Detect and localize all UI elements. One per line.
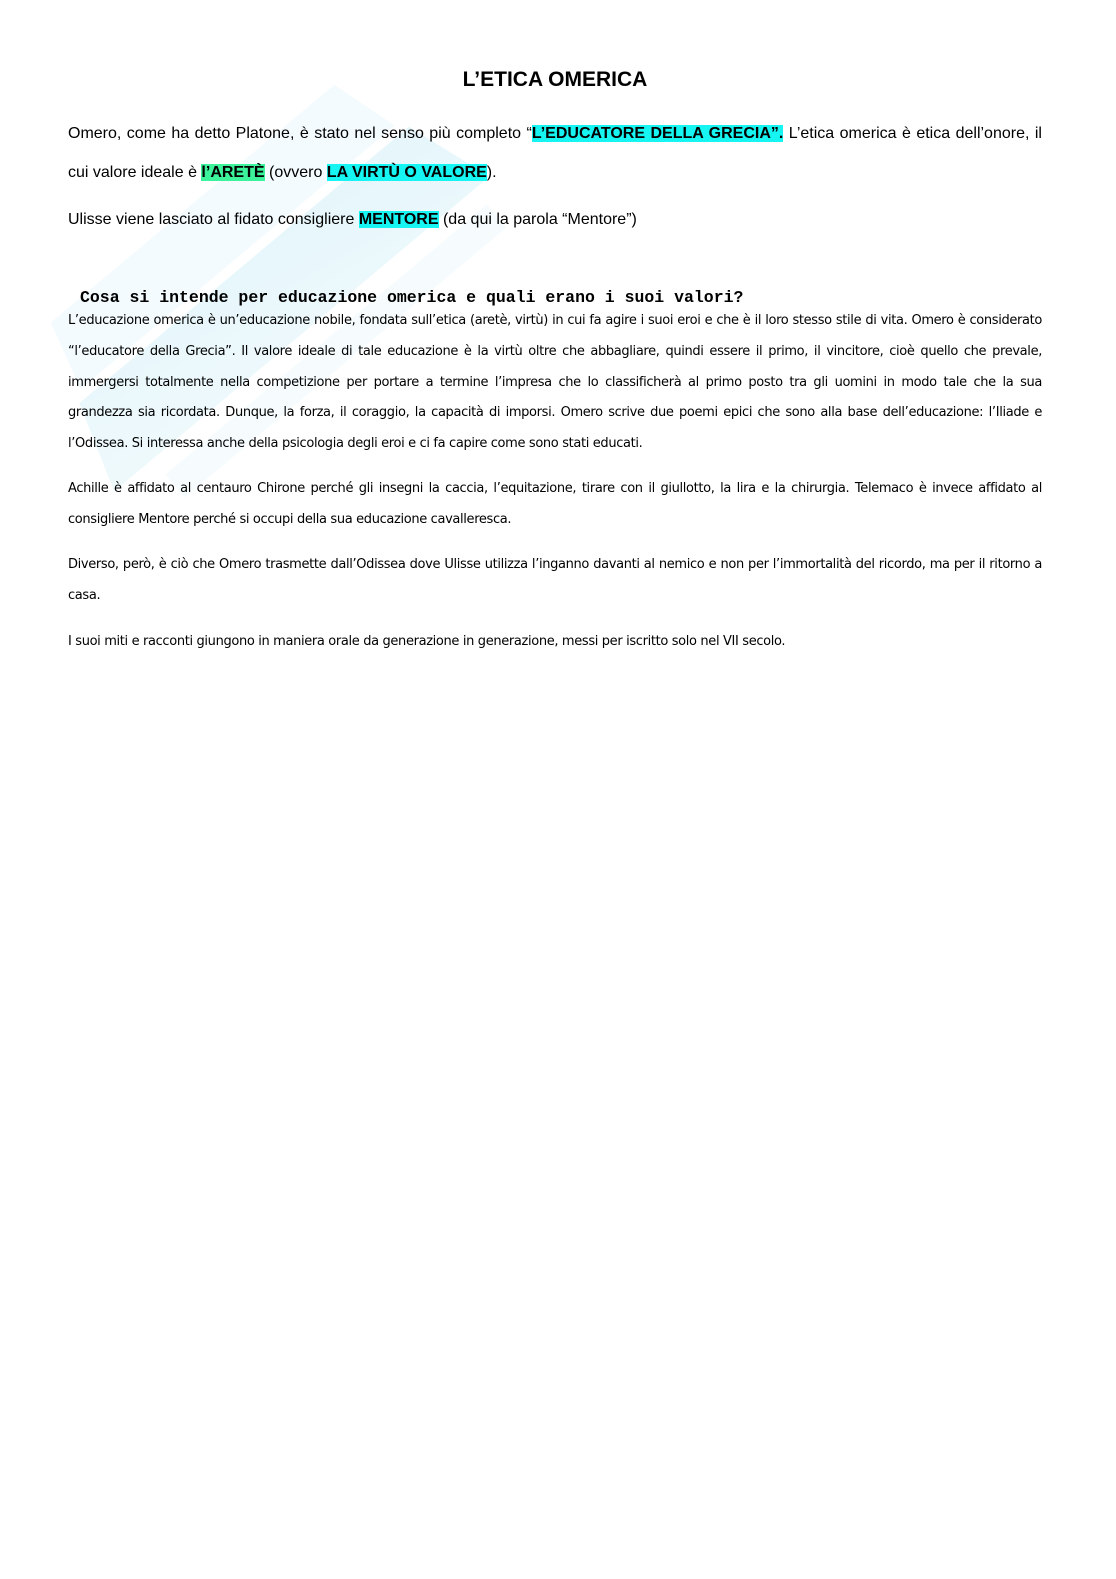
ulisse-paragraph [68, 208, 1042, 232]
intro-text-4: ). [486, 164, 497, 181]
ulisse-text-2: (da qui la parola “Mentore”) [438, 211, 637, 228]
document-title: L’ETICA OMERICA [462, 68, 648, 91]
body-paragraph-3: Diverso, però, è ciò che Omero trasmette dall’Odissea dove Ulisse utilizza l’inganno davanti al nemico e non per l’immortalità del ricordo, ma per il ritorno a casa. [68, 557, 1042, 603]
highlight-virtu: LA VIRTÙ O VALORE [326, 164, 487, 181]
highlight-mentore: MENTORE [358, 211, 439, 228]
intro-paragraph [68, 114, 1042, 192]
body-paragraph-4: I suoi miti e racconti giungono in maniera orale da generazione in generazione, messi per iscritto solo nel VII secolo. [68, 634, 786, 649]
intro-text-2: L’etica omerica è etica dell’onore, il cui valore ideale è [68, 125, 1042, 181]
body-paragraph-2: Achille è affidato al centauro Chirone perché gli insegni la caccia, l’equitazione, tirare con il giullotto, la lira e la chirurgia. Telemaco è invece affidato al consigliere Mentore perché si occupi della sua educazione cavalleresca. [68, 481, 1042, 527]
highlight-educatore: L’EDUCATORE DELLA GRECIA”. [531, 125, 784, 142]
section-question-heading: Cosa si intende per educazione omerica e quali erano i suoi valori? [80, 288, 744, 307]
intro-text-3: (ovvero [264, 164, 327, 181]
intro-text-1: Omero, come ha detto Platone, è stato nel senso più completo “ [68, 125, 532, 142]
highlight-arete: l’ARETÈ [201, 164, 265, 181]
body-paragraph-1: L’educazione omerica è un’educazione nobile, fondata sull’etica (aretè, virtù) in cui fa agire i suoi eroi e che è il loro stesso stile di vita. Omero è considerato “l’educatore della Grecia”. Il valore ideale di tale educazione è la virtù oltre che abbagliare, quindi essere il primo, il vincitore, cioè quello che prevale, immergersi totalmente nella competizione per portare a termine l’impresa che lo classificherà al primo posto tra gli uomini in modo tale che la sua grandezza sia ricordata. Dunque, la forza, il coraggio, la capacità di imporsi. Omero scrive due poemi epici che sono alla base dell’educazione: l’Iliade e l’Odissea. Si interessa anche della psicologia degli eroi e ci fa capire come sono stati educati. [68, 313, 1042, 452]
ulisse-text-1: Ulisse viene lasciato al fidato consigliere [68, 211, 359, 228]
